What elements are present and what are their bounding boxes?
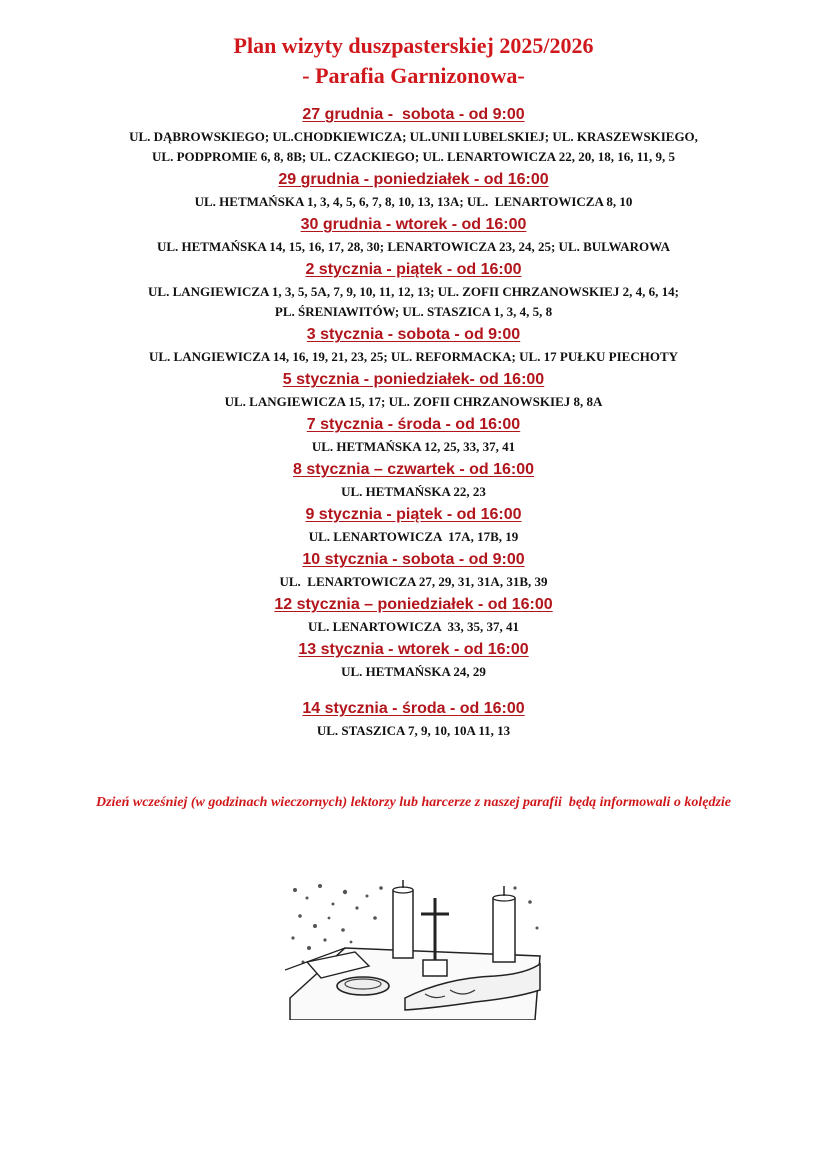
visit-streets <box>0 482 827 502</box>
page-title: Plan wizyty duszpasterskiej 2025/2026 <box>233 33 594 58</box>
visit-day-heading: 30 grudnia - wtorek - od 16:00 <box>300 216 527 233</box>
street-line: UL. LANGIEWICZA 1, 3, 5, 5A, 7, 9, 10, 11, 12, 13; UL. ZOFII CHRZANOWSKIEJ 2, 4, 6, 14; <box>148 284 679 299</box>
visit-day-heading: 2 stycznia - piątek - od 16:00 <box>305 261 522 278</box>
street-line: UL. LENARTOWICZA 33, 35, 37, 41 <box>308 619 519 634</box>
schedule-spacer <box>0 685 827 699</box>
street-line: UL. HETMAŃSKA 22, 23 <box>341 484 486 499</box>
visit-streets <box>0 572 827 592</box>
visit-day-heading: 5 stycznia - poniedziałek- od 16:00 <box>282 371 545 388</box>
visit-day-heading: 29 grudnia - poniedziałek - od 16:00 <box>278 171 549 188</box>
street-line: UL. LENARTOWICZA 17A, 17B, 19 <box>308 529 519 544</box>
visit-day-heading: 12 stycznia – poniedziałek - od 16:00 <box>274 596 553 613</box>
street-line: UL. LANGIEWICZA 14, 16, 19, 21, 23, 25; UL. REFORMACKA; UL. 17 PUŁKU PIECHOTY <box>148 349 679 364</box>
street-line: UL. HETMAŃSKA 14, 15, 16, 17, 28, 30; LENARTOWICZA 23, 24, 25; UL. BULWAROWA <box>156 239 671 254</box>
street-line: UL. STASZICA 7, 9, 10, 10A 11, 13 <box>316 723 511 738</box>
visit-streets <box>0 662 827 682</box>
visit-streets <box>0 721 827 741</box>
street-line: UL. HETMAŃSKA 1, 3, 4, 5, 6, 7, 8, 10, 13, 13A; UL. LENARTOWICZA 8, 10 <box>194 194 633 209</box>
visit-day-heading: 13 stycznia - wtorek - od 16:00 <box>298 641 529 658</box>
visit-day-heading: 9 stycznia - piątek - od 16:00 <box>305 506 522 523</box>
visit-streets <box>0 282 827 322</box>
visit-day-heading: 3 stycznia - sobota - od 9:00 <box>306 326 521 343</box>
street-line: UL. PODPROMIE 6, 8, 8B; UL. CZACKIEGO; UL. LENARTOWICZA 22, 20, 18, 16, 11, 9, 5 <box>152 149 675 164</box>
visit-streets <box>0 237 827 257</box>
street-line: UL. LENARTOWICZA 27, 29, 31, 31A, 31B, 39 <box>279 574 548 589</box>
visit-day-heading: 8 stycznia – czwartek - od 16:00 <box>293 461 534 478</box>
visit-day-heading: 14 stycznia - środa - od 16:00 <box>302 700 525 717</box>
visit-schedule <box>0 105 827 744</box>
altar-sketch-icon <box>285 878 545 1020</box>
visit-streets <box>0 617 827 637</box>
street-line: UL. LANGIEWICZA 15, 17; UL. ZOFII CHRZANOWSKIEJ 8, 8A <box>224 394 603 409</box>
visit-day-heading: 10 stycznia - sobota - od 9:00 <box>302 551 525 568</box>
street-line: UL. HETMAŃSKA 24, 29 <box>341 664 486 679</box>
visit-streets <box>0 347 827 367</box>
visit-streets <box>0 527 827 547</box>
visit-day-heading: 7 stycznia - środa - od 16:00 <box>306 416 521 433</box>
visit-day-heading: 27 grudnia - sobota - od 9:00 <box>302 106 525 123</box>
visit-streets <box>0 437 827 457</box>
street-line: UL. HETMAŃSKA 12, 25, 33, 37, 41 <box>311 439 516 454</box>
street-line: PL. ŚRENIAWITÓW; UL. STASZICA 1, 3, 4, 5, 8 <box>274 304 553 319</box>
visit-streets <box>0 127 827 167</box>
visit-streets <box>0 392 827 412</box>
page-subtitle: - Parafia Garnizonowa- <box>302 63 525 88</box>
street-line: UL. DĄBROWSKIEGO; UL.CHODKIEWICZA; UL.UNII LUBELSKIEJ; UL. KRASZEWSKIEGO, <box>129 129 698 144</box>
visit-streets <box>0 192 827 212</box>
info-note: Dzień wcześniej (w godzinach wieczornych) lektorzy lub harcerze z naszej parafii będą informowali o kolędzie <box>95 795 732 810</box>
